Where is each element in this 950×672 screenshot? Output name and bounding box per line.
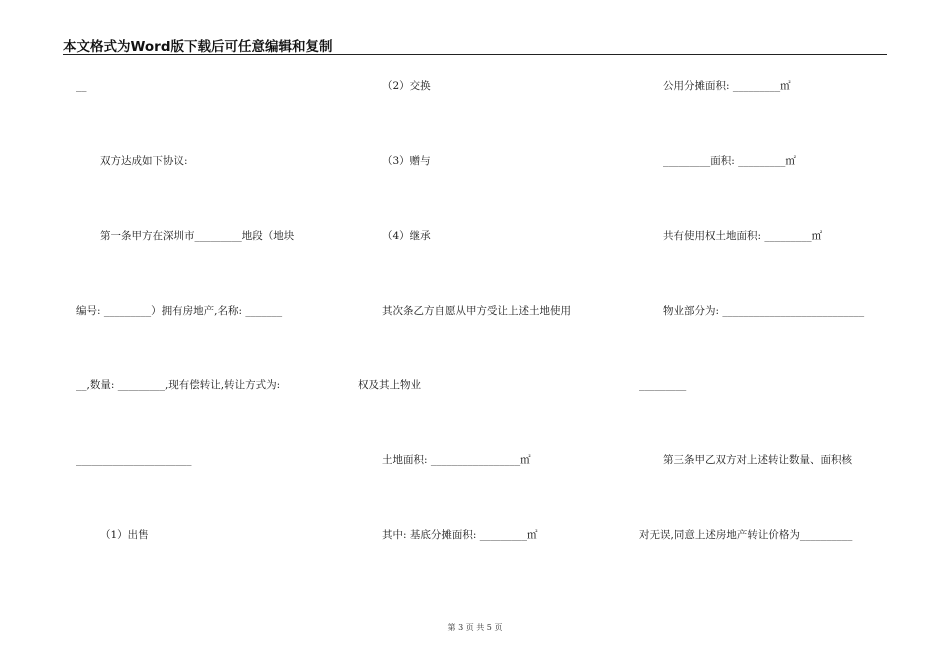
col3-line-5: _________ — [639, 379, 687, 391]
col1-line-4: 编号: _________）拥有房地产,名称: _______ — [76, 305, 283, 317]
col2-line-5: 权及其上物业 — [358, 379, 421, 391]
page-number: 第 3 页 共 5 页 — [447, 623, 503, 632]
col2-line-2: （3）赠与 — [382, 155, 431, 167]
col1-line-6: ______________________ — [76, 454, 192, 466]
col2-line-4: 其次条乙方自愿从甲方受让上述土地使用 — [382, 305, 571, 317]
col3-line-4: 物业部分为: ___________________________ — [663, 305, 865, 317]
col1-line-3: 第一条甲方在深圳市_________地段（地块 — [100, 230, 295, 242]
header-title: 本文格式为Word版下载后可任意编辑和复制 — [63, 39, 333, 55]
col3-line-2: _________面积: _________㎡ — [663, 155, 796, 167]
col1-line-1: __ — [76, 80, 87, 92]
col3-line-6: 第三条甲乙双方对上述转让数量、面积核 — [663, 454, 852, 466]
col2-line-3: （4）继承 — [382, 230, 431, 242]
page-header — [63, 34, 887, 55]
col3-line-3: 共有使用权土地面积: _________㎡ — [663, 230, 823, 242]
col2-line-6: 土地面积: _________________㎡ — [382, 454, 531, 466]
col1-line-5: __,数量: _________,现有偿转让,转让方式为: — [76, 379, 281, 391]
col1-line-2: 双方达成如下协议: — [100, 155, 188, 167]
col3-line-7: 对无误,同意上述房地产转让价格为__________ — [639, 529, 853, 541]
col2-line-7: 其中: 基底分摊面积: _________㎡ — [382, 529, 538, 541]
col1-line-7: （1）出售 — [100, 529, 149, 541]
col2-line-1: （2）交换 — [382, 80, 431, 92]
col3-line-1: 公用分摊面积: _________㎡ — [663, 80, 791, 92]
